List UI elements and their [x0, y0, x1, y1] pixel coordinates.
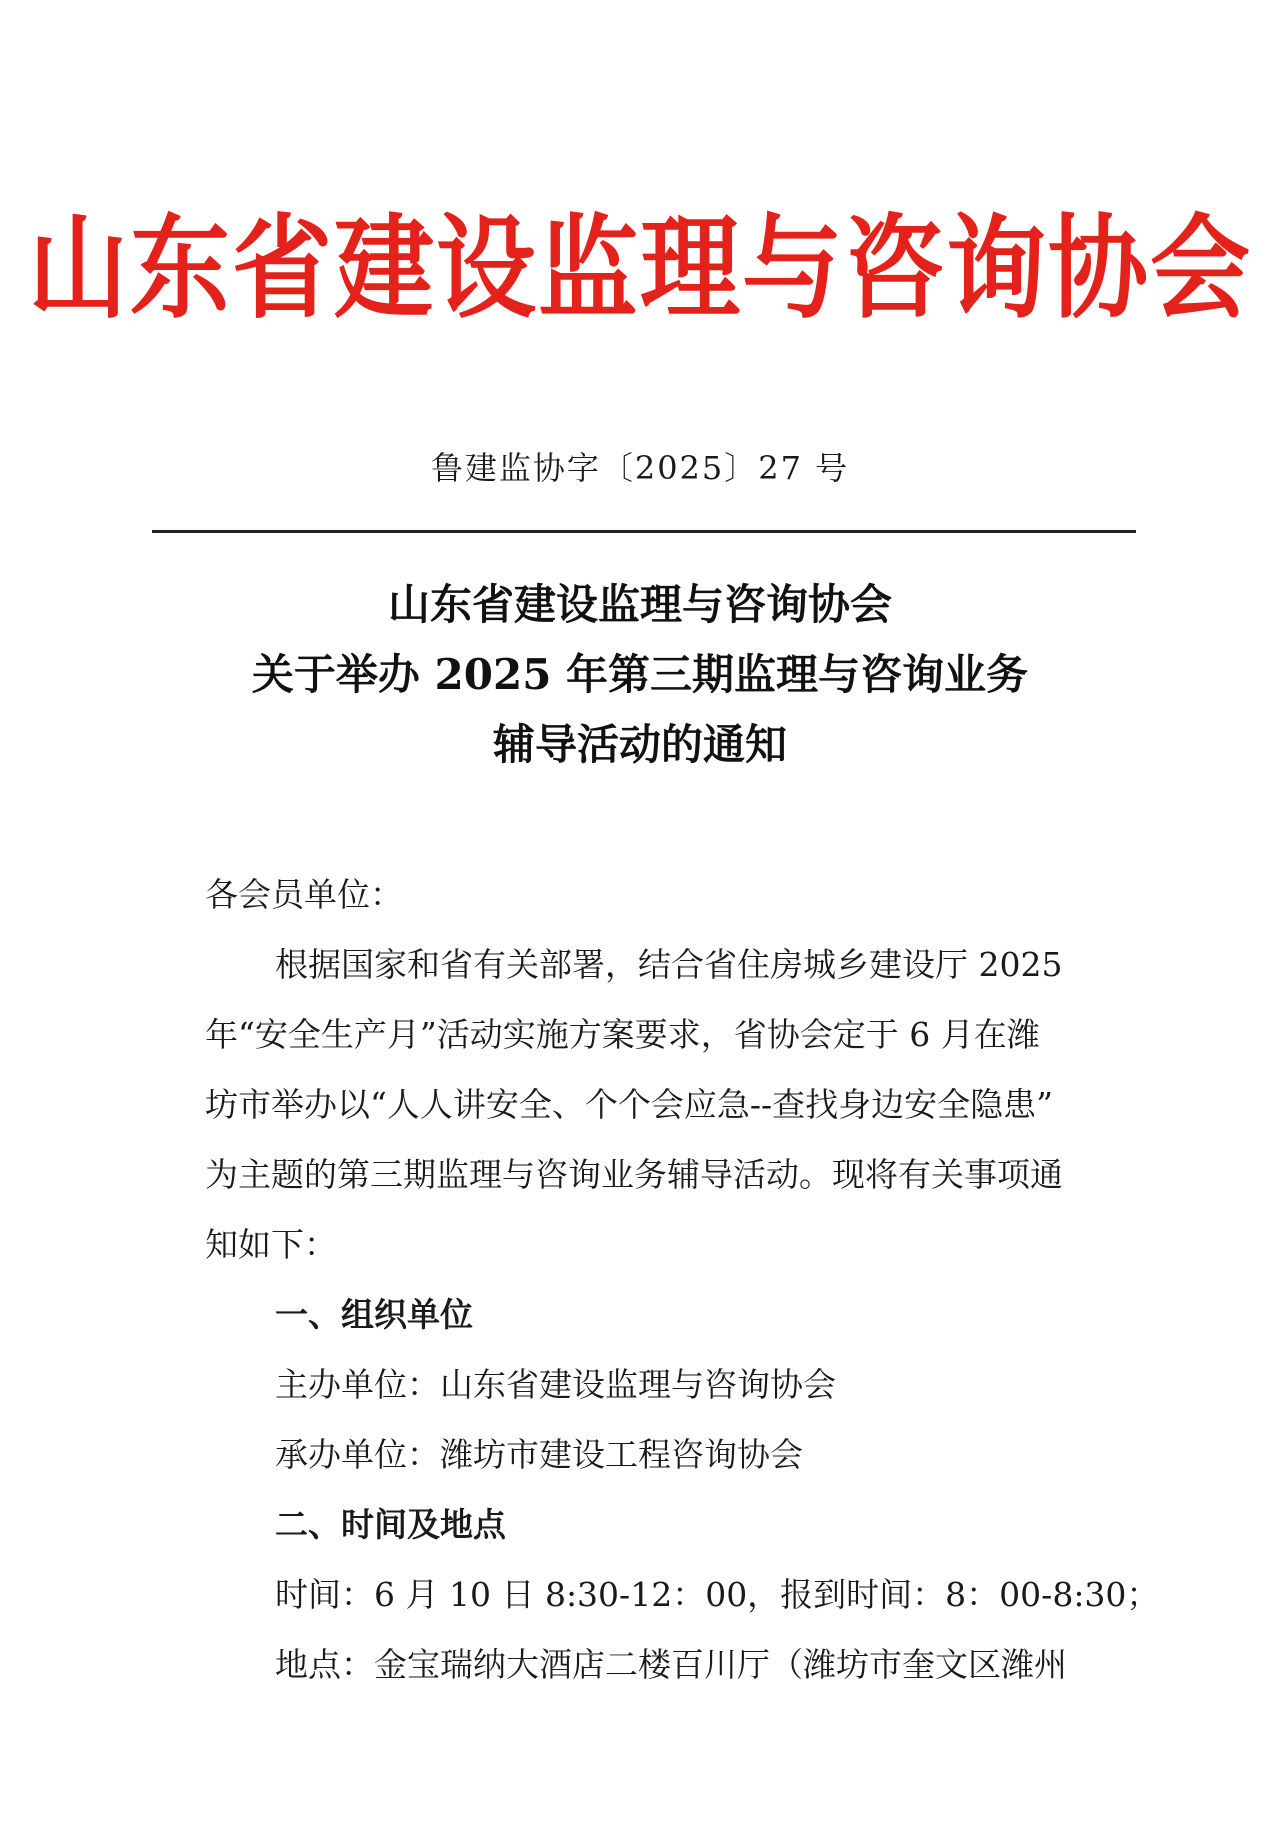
header-divider	[152, 530, 1136, 533]
intro-paragraph-line: 根据国家和省有关部署，结合省住房城乡建设厅 2025	[275, 945, 1063, 984]
intro-paragraph-line: 坊市举办以“人人讲安全、个个会应急--查找身边安全隐患”	[205, 1085, 1054, 1124]
organizing-unit: 承办单位：潍坊市建设工程咨询协会	[275, 1435, 803, 1474]
salutation: 各会员单位：	[205, 875, 403, 914]
section-heading-organizers: 一、组织单位	[275, 1295, 473, 1334]
intro-paragraph-line: 为主题的第三期监理与咨询业务辅导活动。现将有关事项通	[205, 1155, 1063, 1194]
document-number: 鲁建监协字〔2025〕27 号	[430, 449, 850, 487]
notice-title-line-1: 山东省建设监理与咨询协会	[387, 580, 892, 629]
host-unit: 主办单位：山东省建设监理与咨询协会	[275, 1365, 836, 1404]
intro-paragraph-line: 年“安全生产月”活动实施方案要求，省协会定于 6 月在潍	[205, 1015, 1040, 1054]
intro-paragraph-line: 知如下：	[205, 1225, 337, 1264]
notice-title	[0, 570, 1280, 780]
notice-title-line-2: 关于举办 2025 年第三期监理与咨询业务	[251, 650, 1029, 699]
notice-body	[205, 860, 1160, 1700]
section-heading-time-place: 二、时间及地点	[275, 1505, 506, 1544]
event-time: 时间：6 月 10 日 8:30-12：00，报到时间：8：00-8:30；	[275, 1575, 1160, 1614]
notice-title-line-3: 辅导活动的通知	[492, 720, 787, 769]
org-masthead: 山东省建设监理与咨询协会	[28, 201, 1252, 334]
event-place: 地点：金宝瑞纳大酒店二楼百川厅（潍坊市奎文区潍州	[275, 1645, 1067, 1684]
